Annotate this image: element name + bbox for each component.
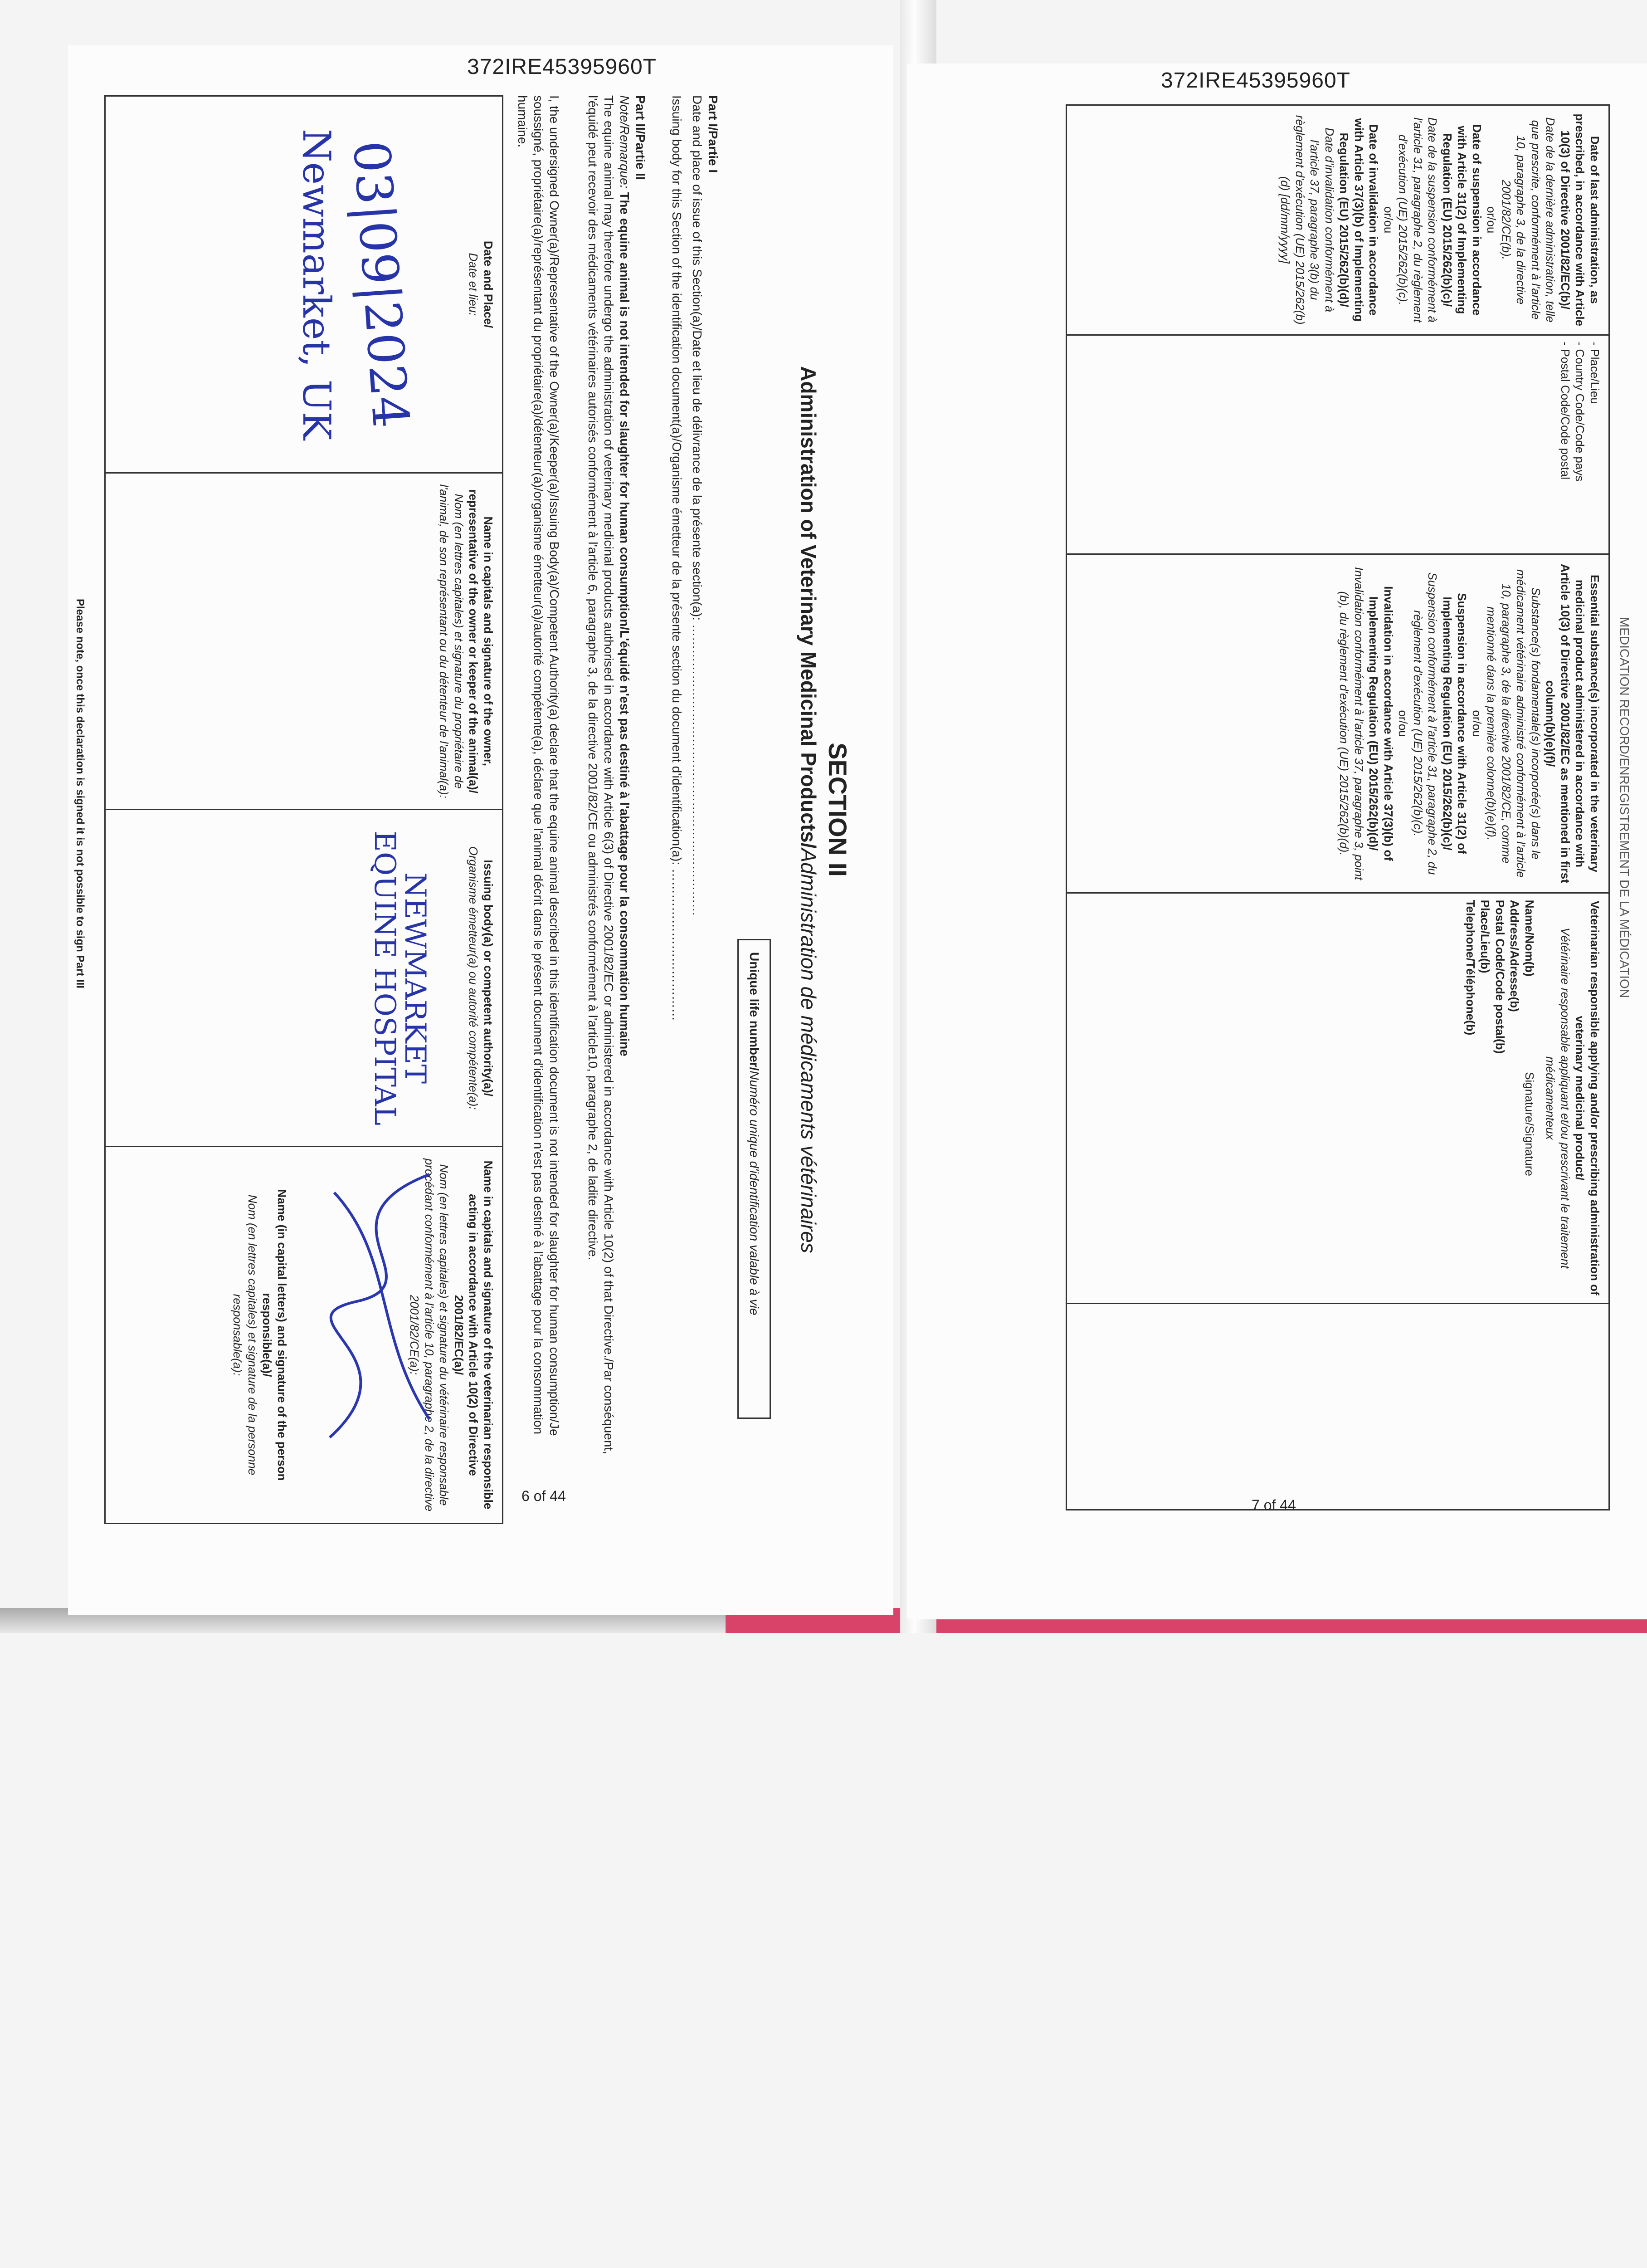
med-col3-or2: or/ou: [1396, 710, 1410, 737]
ufn-label-fr: Numéro unique d'identification valable à vie: [747, 1070, 761, 1315]
bleedthrough-text: [934, 118, 1052, 1433]
col5-head: Name (in capital letters) and signature of the person responsible(a)/: [260, 1189, 289, 1481]
cell-date-place: [105, 96, 503, 473]
col4-head: Issuing body(a) or competent authority(a)/: [482, 860, 495, 1096]
declaration-table: [104, 95, 503, 1524]
ufn-label: Unique life number/: [747, 952, 761, 1071]
vet-signature-scribble: [302, 1165, 448, 1456]
med-col1-head-fr: Date de la dernière administration, telle que prescrite, conformément à l'article 10, paragraphe 3, de la directive 2001/82/CE(b).: [1500, 117, 1558, 323]
medication-record-table: [1066, 104, 1610, 1510]
med-col3-or1: or/ou: [1470, 710, 1484, 737]
med-col1-susp: Date of suspension in accordance with Article 31(2) of Implementing Regulation (EU) 2015/262(b)(c)/: [1441, 124, 1484, 316]
subtitle-en: Administration of Veterinary Medicinal Products/: [797, 366, 820, 849]
section-title: SECTION II: [824, 743, 852, 877]
vet-field-place: Place/Lieu(b): [1478, 899, 1492, 973]
col1-head: Date and Place/: [482, 240, 495, 328]
part2-note-label: Note/Remarque:: [618, 95, 632, 189]
handwritten-date: 03|09|2024: [342, 139, 420, 430]
med-col-place: [1067, 335, 1609, 554]
med-col1-or1: or/ou: [1485, 206, 1499, 234]
page-number-right: 7 of 44: [1252, 1497, 1296, 1513]
col3-head-fr: Nom (en lettres capitales) et signature du vétérinaire responsable procédant conformément à l'article 10, paragraphe 2, de la directive 2001/82/CE(a):: [408, 1158, 451, 1512]
cell-issuing-body: [105, 810, 503, 1146]
med-col-substance: [1067, 554, 1609, 893]
med-col3-head-fr: Substance(s) fondamentale(s) incorporée(s) dans le médicament vétérinaire administré conformément à l'article 10, paragraphe 3, de la directive 2001/82/CE, comme mentionné dans la première colonne(b)(e)(f).: [1485, 569, 1543, 878]
hospital-stamp: [369, 816, 430, 1139]
right-page: [907, 64, 1647, 1619]
part2-note: The equine animal is not intended for slaughter for human consumption/L'équidé n'est pas destiné à l'abattage pour la consommation humaine: [618, 192, 632, 1056]
right-rotated-content: [1043, 104, 1632, 1510]
med-col3-susp-fr: Suspension conformément à l'article 31, paragraphe 2, du règlement d'exécution (UE) 2015/262(b)(c).: [1411, 572, 1440, 875]
med-col3-susp: Suspension in accordance with Article 31(2) of Implementing Regulation (EU) 2015/262(b)(c)/: [1441, 593, 1469, 854]
page-number-left: 6 of 44: [521, 1488, 566, 1504]
vet-field-telephone: Telephone/Téléphone(b): [1464, 899, 1477, 1036]
footer-note: Please note, once this declaration is signed it is not possible to sign Part III: [74, 599, 86, 988]
doc-id-right: 372IRE45395960T: [1161, 68, 1350, 93]
left-rotated-content: [95, 95, 857, 1524]
med-col3-inval-fr: Invalidation conformément à l'article 37, paragraphe 3, point (b), du règlement d'exécution (UE) 2015/262(b)(d).: [1337, 567, 1366, 880]
cell-owner-signature: [105, 473, 503, 810]
part1-heading: Part I/Partie I: [706, 95, 720, 173]
subtitle-fr: Administration de médicaments vétérinaires: [797, 848, 820, 1253]
handwritten-place: Newmarket, UK: [294, 128, 339, 440]
col5-head-fr: Nom (en lettres capitales) et signature de la personne responsable(a):: [231, 1194, 259, 1476]
col3-head: Name in capitals and signature of the veterinarian responsible acting in accordance with Article 10(2) of Directive 2001/82/EC(a)/: [452, 1160, 495, 1510]
med-col1-inval: Date of invalidation in accordance with Article 37(3)(b) of Implementing Regulation (EU) 2015/262(b)(d)/: [1337, 118, 1381, 322]
left-page: [68, 45, 893, 1615]
col1-head-fr: Date et lieu:: [467, 253, 481, 316]
part1-line1: Date and place of issue of this Section(a)/Date et lieu de délivrance de la présente section(a): ……………………………………………………………: [690, 95, 704, 916]
col4-head-fr: Organisme émetteur(a) ou autorité compétente(a):: [467, 846, 481, 1110]
med-col3-head: Essential substance(s) incorporated in the veterinary medicinal product administered in accordance with Article 10(3) of Directive 2001/82/EC as mentioned in first column(b)(e)(f)/: [1544, 564, 1602, 883]
medication-record-heading: MEDICATION RECORD/ENREGISTREMENT DE LA MÉDICATION: [1618, 616, 1632, 998]
stamp-line1: NEWMARKET: [398, 872, 432, 1084]
med-col1-susp-fr: Date de la suspension conformément à l'article 31, paragraphe 2, du règlement d'exécution (UE) 2015/262(b)(c).: [1396, 117, 1440, 323]
med-col4-head-fr: Vétérinaire responsable appliquant et/ou prescrivant le traitement médicamenteux: [1544, 928, 1572, 1269]
unique-life-number-box: [737, 939, 771, 1419]
med-col1-or2: or/ou: [1382, 206, 1395, 234]
part1: [669, 95, 721, 1456]
med-col4-fields: [1463, 900, 1537, 1054]
part2: [585, 95, 648, 1456]
med-col2-item-2: - Postal Code/Code postal: [1559, 342, 1572, 480]
med-col4-head: Veterinarian responsible applying and/or prescribing administration of veterinary medicinal product/: [1573, 900, 1602, 1295]
vet-field-postal: Postal Code/Code postal(b): [1493, 899, 1507, 1054]
med-col2-item-1: - Country Code/Code pays: [1573, 342, 1587, 482]
doc-id: 372IRE45395960T: [467, 55, 657, 79]
med-col-date: [1067, 105, 1609, 335]
med-col-empty: [1067, 1303, 1609, 1510]
col2-head: Name in capitals and signature of the owner, representative of the owner or keeper of the animal(a)/: [467, 489, 495, 793]
part1-line2: Issuing body for this Section of the identification document(a)/Organisme émetteur de la présente section du document d'identification(a): ………………………………: [670, 95, 684, 1021]
stamp-line2: EQUINE HOSPITAL: [367, 831, 401, 1126]
vet-field-name: Name/Nom(b): [1523, 899, 1536, 977]
section-subtitle: [796, 95, 821, 1524]
vet-field-address: Address/Adresse(b): [1508, 899, 1522, 1012]
part2-heading: Part II/Partie II: [633, 95, 648, 180]
med-col2-item-0: - Place/Lieu: [1588, 342, 1602, 404]
cell-vet-signature: [105, 1146, 503, 1523]
med-col1-inval-fr: Date d'invalidation conformément à l'article 37, paragraphe 3(b) du règlement d'exécution (UE) 2015/262(b)(d) [dd/mm/yyyy]: [1278, 115, 1336, 325]
med-col1-head: Date of last administration, as prescribed, in accordance with Article 10(3) of Directive 2001/82/EC(b)/: [1559, 113, 1602, 327]
col2-head-fr: Nom (en lettres capitales) et signature du propriétaire de l'animal, de son représentant ou du détenteur de l'animal(a):: [437, 484, 466, 798]
vet-signature-label: Signature/Signature: [1523, 1072, 1536, 1177]
med-col3-inval: Invalidation in accordance with Article 37(3)(b) of Implementing Regulation (EU) 2015/262(b)(d)/: [1367, 586, 1395, 861]
declaration-text: I, the undersigned Owner(a)/Representative of the Owner(a)/Keeper(a)/Issuing Body(a)/Competent Authority(a) declare that the equine animal described in this identification document is not intended for slaughter for human consumption/Je soussigné, propriétaire(a)/représentant du propriétaire(a)/détenteur(a)/organisme émetteur(a)/autorité compétente(a), déclare que l'animal décrit dans le présent document d'identification n'est pas destiné à l'abattage pour la consommation humaine.: [516, 95, 561, 1436]
part2-text1: The equine animal may therefore undergo the administration of veterinary medicinal products authorised in accordance with Article 6(3) of Directive 2001/82/EC or administered in accordance with Article 10(2) of that Directive./Par conséquent, l'équidé peut recevoir des médicaments vétérinaires autorisés conformément à l'article 6, paragraphe 3, de la directive 2001/82/CE ou administrés conformément à l'article10, paragraphe 2, de ladite directive.: [586, 95, 616, 1454]
med-col-vet: [1067, 893, 1609, 1303]
